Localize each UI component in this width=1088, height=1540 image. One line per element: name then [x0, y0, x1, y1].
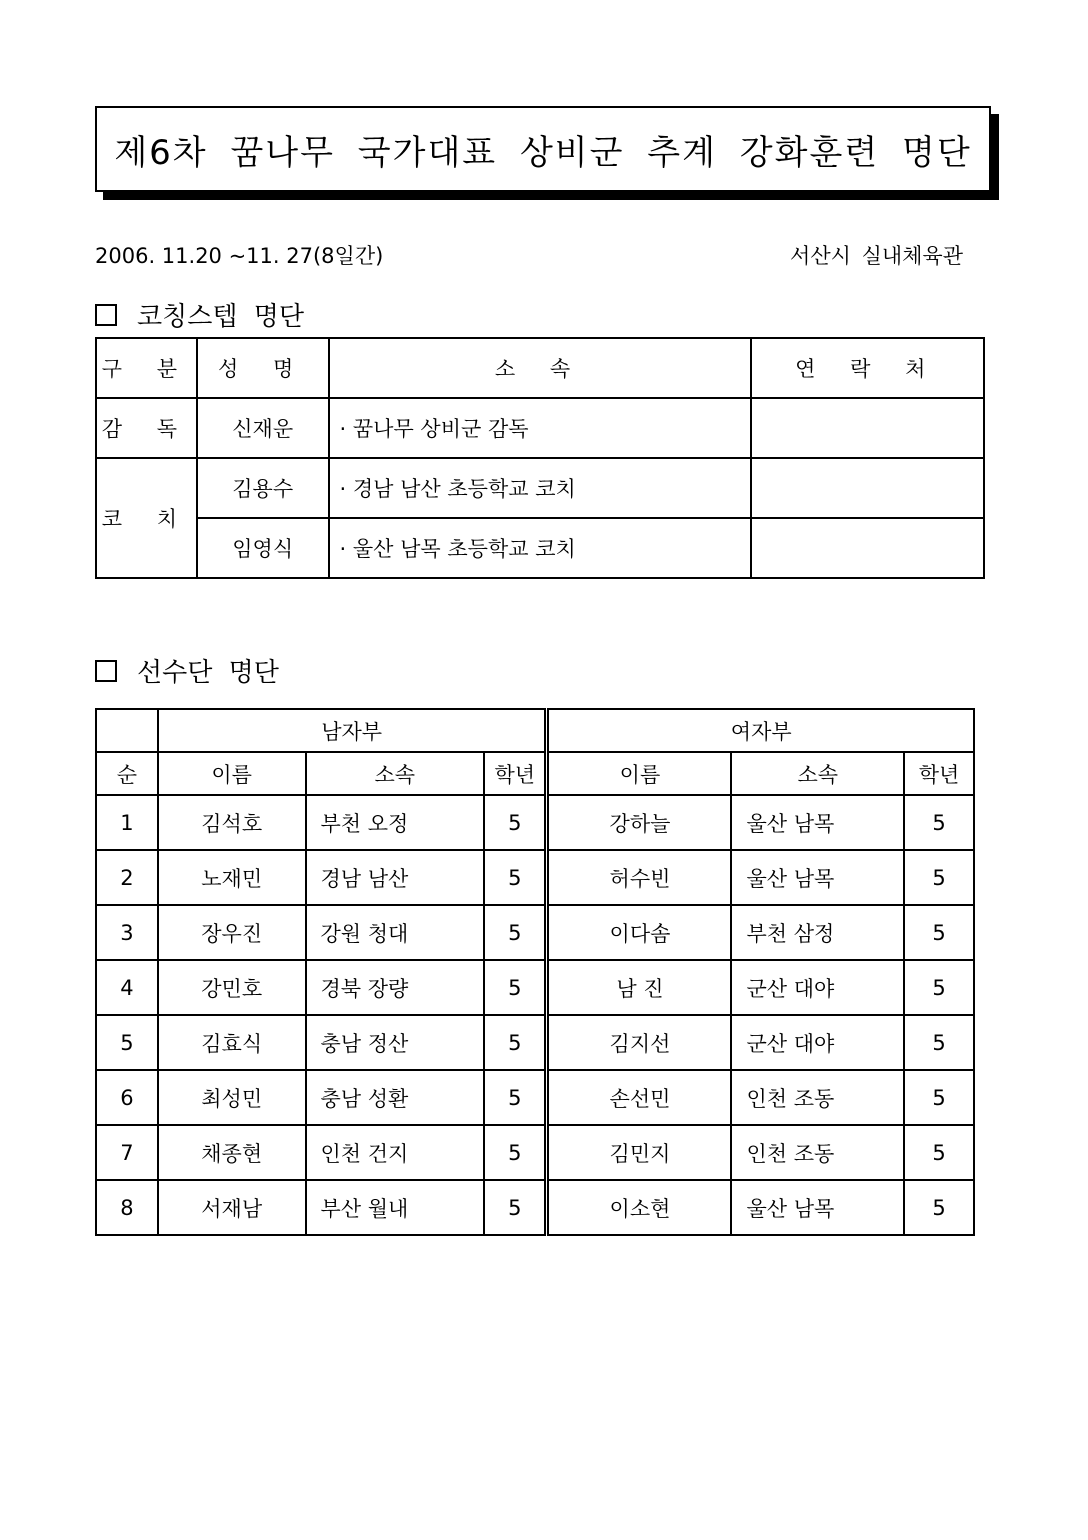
players-table [95, 708, 975, 1236]
male-name-cell: 노재민 [158, 850, 306, 905]
player-no-cell: 4 [96, 960, 158, 1015]
player-no-cell: 7 [96, 1125, 158, 1180]
male-grade-cell: 5 [484, 1070, 547, 1125]
male-affiliation-cell: 경북 장량 [306, 960, 485, 1015]
players-group-row [96, 709, 974, 752]
male-name-cell: 김효식 [158, 1015, 306, 1070]
staff-name-cell: 신재운 [197, 398, 329, 458]
female-grade-cell: 5 [904, 1125, 974, 1180]
male-affiliation-cell: 부산 월내 [306, 1180, 485, 1235]
group-female-header: 여자부 [547, 709, 974, 752]
checkbox-square-icon [95, 304, 117, 326]
training-place: 서산시 실내체육관 [790, 244, 963, 268]
player-row [96, 960, 974, 1015]
player-row [96, 1180, 974, 1235]
group-male-header: 남자부 [158, 709, 547, 752]
male-name-cell: 김석호 [158, 795, 306, 850]
female-affiliation-cell: 부천 삼정 [731, 905, 904, 960]
staff-row-coach [96, 458, 984, 518]
female-name-cell: 허수빈 [547, 850, 732, 905]
player-no-cell: 2 [96, 850, 158, 905]
female-grade-cell: 5 [904, 960, 974, 1015]
female-affiliation-cell: 군산 대야 [731, 1015, 904, 1070]
male-affiliation-cell: 충남 성환 [306, 1070, 485, 1125]
male-grade-cell: 5 [484, 905, 547, 960]
female-grade-cell: 5 [904, 905, 974, 960]
players-column-row [96, 752, 974, 795]
staff-row-coach [96, 518, 984, 578]
staff-header-cell: 성 명 [197, 338, 329, 398]
staff-affiliation-cell: · 꿈나무 상비군 감독 [329, 398, 751, 458]
player-no-cell: 1 [96, 795, 158, 850]
female-affiliation-cell: 군산 대야 [731, 960, 904, 1015]
male-grade-cell: 5 [484, 1180, 547, 1235]
player-row [96, 1015, 974, 1070]
female-name-cell: 손선민 [547, 1070, 732, 1125]
male-affiliation-cell: 충남 정산 [306, 1015, 485, 1070]
col-grade-header: 학년 [904, 752, 974, 795]
female-name-cell: 김지선 [547, 1015, 732, 1070]
male-affiliation-cell: 경남 남산 [306, 850, 485, 905]
col-aff-header: 소속 [731, 752, 904, 795]
female-name-cell: 이소현 [547, 1180, 732, 1235]
female-affiliation-cell: 인천 조동 [731, 1125, 904, 1180]
training-dates: 2006. 11.20 ~11. 27(8일간) [95, 244, 384, 268]
male-affiliation-cell: 인천 건지 [306, 1125, 485, 1180]
players-section-heading [95, 652, 279, 689]
staff-contact-cell [751, 518, 985, 578]
staff-contact-cell [751, 398, 985, 458]
staff-name-cell: 김용수 [197, 458, 329, 518]
male-name-cell: 장우진 [158, 905, 306, 960]
staff-heading-text: 코칭스텝 명단 [137, 302, 304, 332]
player-rows [96, 795, 974, 1235]
female-name-cell: 강하늘 [547, 795, 732, 850]
staff-header-cell: 소 속 [329, 338, 751, 398]
staff-name-cell: 임영식 [197, 518, 329, 578]
staff-row-director [96, 398, 984, 458]
male-name-cell: 강민호 [158, 960, 306, 1015]
female-affiliation-cell: 울산 남목 [731, 850, 904, 905]
player-no-cell: 8 [96, 1180, 158, 1235]
player-row [96, 850, 974, 905]
col-grade-header: 학년 [484, 752, 547, 795]
player-row [96, 1070, 974, 1125]
staff-affiliation-cell: · 경남 남산 초등학교 코치 [329, 458, 751, 518]
female-affiliation-cell: 인천 조동 [731, 1070, 904, 1125]
document-title: 제6차 꿈나무 국가대표 상비군 추계 강화훈련 명단 [114, 132, 972, 173]
female-grade-cell: 5 [904, 1180, 974, 1235]
staff-role-cell: 코 치 [96, 458, 197, 578]
col-no-header: 순 [96, 752, 158, 795]
player-row [96, 905, 974, 960]
player-no-cell: 3 [96, 905, 158, 960]
female-grade-cell: 5 [904, 795, 974, 850]
col-name-header: 이름 [547, 752, 732, 795]
male-grade-cell: 5 [484, 795, 547, 850]
document-title-box [95, 106, 991, 192]
staff-header-cell: 연 락 처 [751, 338, 985, 398]
female-affiliation-cell: 울산 남목 [731, 1180, 904, 1235]
staff-header-cell: 구 분 [96, 338, 197, 398]
staff-section-heading [95, 296, 304, 333]
male-grade-cell: 5 [484, 1125, 547, 1180]
staff-affiliation-cell: · 울산 남목 초등학교 코치 [329, 518, 751, 578]
col-name-header: 이름 [158, 752, 306, 795]
checkbox-square-icon [95, 660, 117, 682]
staff-table [95, 337, 985, 579]
staff-header-row [96, 338, 984, 398]
male-grade-cell: 5 [484, 1015, 547, 1070]
male-affiliation-cell: 부천 오정 [306, 795, 485, 850]
players-heading-text: 선수단 명단 [137, 658, 279, 688]
female-affiliation-cell: 울산 남목 [731, 795, 904, 850]
player-row [96, 795, 974, 850]
player-no-cell: 5 [96, 1015, 158, 1070]
female-grade-cell: 5 [904, 1070, 974, 1125]
player-no-cell: 6 [96, 1070, 158, 1125]
male-name-cell: 서재남 [158, 1180, 306, 1235]
staff-role-cell: 감 독 [96, 398, 197, 458]
male-affiliation-cell: 강원 청대 [306, 905, 485, 960]
male-grade-cell: 5 [484, 850, 547, 905]
female-name-cell: 김민지 [547, 1125, 732, 1180]
male-grade-cell: 5 [484, 960, 547, 1015]
female-grade-cell: 5 [904, 850, 974, 905]
staff-contact-cell [751, 458, 985, 518]
female-name-cell: 남 진 [547, 960, 732, 1015]
male-name-cell: 최성민 [158, 1070, 306, 1125]
female-name-cell: 이다솜 [547, 905, 732, 960]
player-row [96, 1125, 974, 1180]
male-name-cell: 채종현 [158, 1125, 306, 1180]
players-corner-cell [96, 709, 158, 752]
female-grade-cell: 5 [904, 1015, 974, 1070]
col-aff-header: 소속 [306, 752, 485, 795]
